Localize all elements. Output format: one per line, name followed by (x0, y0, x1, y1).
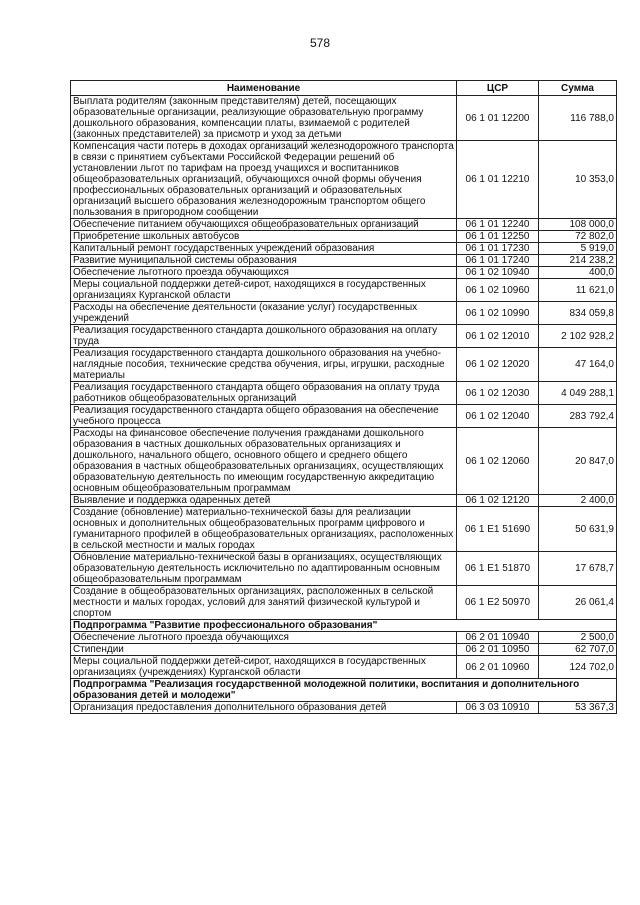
cell-name: Меры социальной поддержки детей-сирот, находящихся в государственных организациях (учреждениях) Курганской области (71, 656, 457, 679)
table-section-row (71, 679, 617, 702)
table-row (71, 644, 617, 656)
cell-sum: 116 788,0 (539, 96, 617, 141)
table-row (71, 495, 617, 507)
cell-csr: 06 1 02 10960 (457, 279, 539, 302)
cell-csr: 06 2 01 10940 (457, 632, 539, 644)
cell-csr: 06 1 01 12210 (457, 141, 539, 219)
table-row (71, 552, 617, 586)
cell-sum: 50 631,9 (539, 507, 617, 552)
cell-csr: 06 1 01 17230 (457, 243, 539, 255)
cell-csr: 06 1 01 12250 (457, 231, 539, 243)
table-row (71, 255, 617, 267)
cell-csr: 06 1 01 12200 (457, 96, 539, 141)
cell-sum: 2 102 928,2 (539, 325, 617, 348)
table-row (71, 219, 617, 231)
cell-name: Выплата родителям (законным представителям) детей, посещающих образовательные организации, реализующие образовательную программу дошкольного образования, компенсации платы, взимаемой с родителей (законных представителей) за присмотр и уход за детьми (71, 96, 457, 141)
cell-csr: 06 1 02 12030 (457, 382, 539, 405)
cell-name: Развитие муниципальной системы образования (71, 255, 457, 267)
cell-sum: 2 400,0 (539, 495, 617, 507)
cell-name: Создание (обновление) материально-технической базы для реализации основных и дополнительных общеобразовательных программ цифрового и гуманитарного профилей в общеобразовательных организациях, расположенных в сельской местности и малых городах (71, 507, 457, 552)
section-title: Подпрограмма "Развитие профессионального образования" (71, 620, 617, 632)
cell-sum: 62 707,0 (539, 644, 617, 656)
cell-name: Компенсация части потерь в доходах организаций железнодорожного транспорта в связи с принятием субъектами Российской Федерации решений об установлении льгот по тарифам на проезд учащихся и воспитанников общеобразовательных организаций, обучающихся очной формы обучения профессиональных образовательных организаций и образовательных организаций высшего образования железнодорожным транспортом общего пользования в пригородном сообщении (71, 141, 457, 219)
cell-csr: 06 3 03 10910 (457, 702, 539, 714)
cell-sum: 400,0 (539, 267, 617, 279)
table-row (71, 96, 617, 141)
cell-name: Реализация государственного стандарта дошкольного образования на учебно-наглядные пособия, технические средства обучения, игры, игрушки, расходные материалы (71, 348, 457, 382)
cell-csr: 06 1 02 12020 (457, 348, 539, 382)
cell-csr: 06 1 02 12120 (457, 495, 539, 507)
cell-sum: 124 702,0 (539, 656, 617, 679)
table-row (71, 507, 617, 552)
cell-csr: 06 1 E1 51690 (457, 507, 539, 552)
cell-name: Создание в общеобразовательных организациях, расположенных в сельской местности и малых городах, условий для занятий физической культурой и спортом (71, 586, 457, 620)
table-header-row (71, 81, 617, 96)
cell-sum: 4 049 288,1 (539, 382, 617, 405)
cell-name: Обновление материально-технической базы в организациях, осуществляющих образовательную деятельность исключительно по адаптированным основным общеобразовательным программам (71, 552, 457, 586)
header-csr: ЦСР (457, 81, 539, 96)
cell-csr: 06 1 01 17240 (457, 255, 539, 267)
cell-name: Расходы на обеспечение деятельности (оказание услуг) государственных учреждений (71, 302, 457, 325)
cell-name: Капитальный ремонт государственных учреждений образования (71, 243, 457, 255)
cell-sum: 20 847,0 (539, 428, 617, 495)
cell-name: Стипендии (71, 644, 457, 656)
cell-name: Меры социальной поддержки детей-сирот, находящихся в государственных организациях Курганской области (71, 279, 457, 302)
cell-name: Организация предоставления дополнительного образования детей (71, 702, 457, 714)
table-row (71, 656, 617, 679)
cell-csr: 06 2 01 10950 (457, 644, 539, 656)
table-row (71, 348, 617, 382)
table-row (71, 243, 617, 255)
cell-sum: 17 678,7 (539, 552, 617, 586)
cell-name: Обеспечение питанием обучающихся общеобразовательных организаций (71, 219, 457, 231)
cell-sum: 283 792,4 (539, 405, 617, 428)
cell-name: Обеспечение льготного проезда обучающихся (71, 267, 457, 279)
header-name: Наименование (71, 81, 457, 96)
cell-sum: 10 353,0 (539, 141, 617, 219)
table-row (71, 428, 617, 495)
table-row (71, 632, 617, 644)
cell-csr: 06 1 02 10990 (457, 302, 539, 325)
table-row (71, 702, 617, 714)
section-title: Подпрограмма "Реализация государственной молодежной политики, воспитания и дополнительного образования детей и молодежи" (71, 679, 617, 702)
page-number: 578 (309, 36, 331, 50)
table-row (71, 586, 617, 620)
cell-name: Расходы на финансовое обеспечение получения гражданами дошкольного образования в частных дошкольных образовательных организациях и дошкольного, начального общего, основного общего и среднего общего образования в частных общеобразовательных организациях, осуществляющих образовательную деятельность по имеющим государственную аккредитацию основным общеобразовательным программам (71, 428, 457, 495)
cell-sum: 72 802,0 (539, 231, 617, 243)
table-section-row (71, 620, 617, 632)
cell-name: Реализация государственного стандарта дошкольного образования на оплату труда (71, 325, 457, 348)
table-row (71, 267, 617, 279)
table-row (71, 279, 617, 302)
cell-name: Обеспечение льготного проезда обучающихся (71, 632, 457, 644)
cell-csr: 06 1 E1 51870 (457, 552, 539, 586)
cell-csr: 06 1 02 10940 (457, 267, 539, 279)
table-row (71, 382, 617, 405)
cell-csr: 06 1 01 12240 (457, 219, 539, 231)
cell-sum: 11 621,0 (539, 279, 617, 302)
cell-sum: 108 000,0 (539, 219, 617, 231)
cell-sum: 834 059,8 (539, 302, 617, 325)
cell-sum: 214 238,2 (539, 255, 617, 267)
cell-sum: 53 367,3 (539, 702, 617, 714)
cell-sum: 5 919,0 (539, 243, 617, 255)
cell-csr: 06 1 02 12010 (457, 325, 539, 348)
cell-csr: 06 1 E2 50970 (457, 586, 539, 620)
cell-name: Приобретение школьных автобусов (71, 231, 457, 243)
cell-csr: 06 2 01 10960 (457, 656, 539, 679)
cell-sum: 47 164,0 (539, 348, 617, 382)
cell-csr: 06 1 02 12040 (457, 405, 539, 428)
cell-csr: 06 1 02 12060 (457, 428, 539, 495)
table-row (71, 302, 617, 325)
table-row (71, 405, 617, 428)
table-row (71, 231, 617, 243)
table-row (71, 325, 617, 348)
cell-sum: 2 500,0 (539, 632, 617, 644)
cell-name: Выявление и поддержка одаренных детей (71, 495, 457, 507)
table-row (71, 141, 617, 219)
header-sum: Сумма (539, 81, 617, 96)
cell-name: Реализация государственного стандарта общего образования на оплату труда работников общеобразовательных организаций (71, 382, 457, 405)
budget-table (70, 80, 617, 714)
cell-sum: 26 061,4 (539, 586, 617, 620)
cell-name: Реализация государственного стандарта общего образования на обеспечение учебного процесса (71, 405, 457, 428)
